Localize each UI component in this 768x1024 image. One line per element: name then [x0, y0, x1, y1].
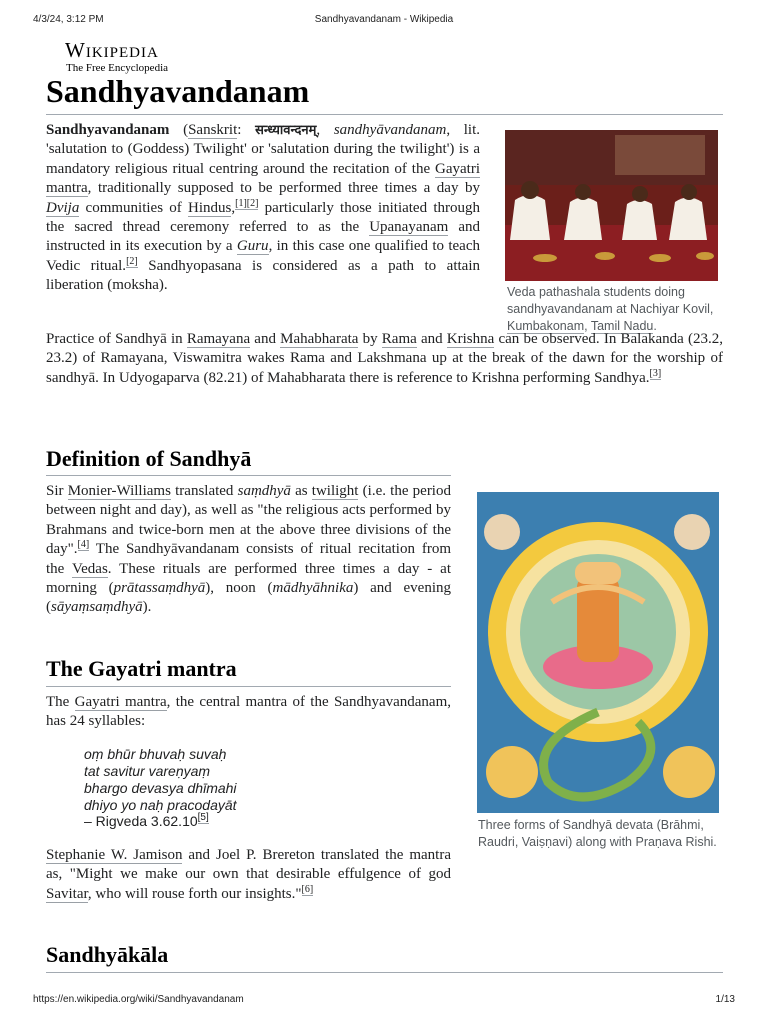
print-url: https://en.wikipedia.org/wiki/Sandhyavandanam: [33, 994, 244, 1005]
mantra-line: oṃ bhūr bhuvaḥ suvaḥ: [84, 746, 227, 762]
gayatri-text: The: [46, 694, 75, 710]
intro-text: and instructed in its execution by a: [46, 219, 480, 255]
definition-text: ) and evening (: [46, 580, 452, 616]
sandhya-devata-illustration: [477, 492, 719, 813]
term: mādhyāhnika: [272, 580, 354, 597]
print-page-number: 1/13: [715, 994, 735, 1005]
mahabharata-link[interactable]: Mahabharata: [280, 331, 359, 347]
page-title: Sandhyavandanam: [46, 73, 310, 109]
intro-text: particularly those initiated through the sacred thread ceremony referred to as the: [46, 199, 480, 236]
section-heading-gayatri: The Gayatri mantra: [46, 656, 237, 681]
term: saṃdhyā: [237, 483, 291, 499]
section-divider: [46, 972, 723, 973]
citation-ref[interactable]: [3]: [649, 367, 662, 379]
jamison-link[interactable]: Stephanie W. Jamison: [46, 847, 183, 863]
wikipedia-logo-wordmark[interactable]: Wikipedia: [65, 38, 159, 62]
citation-ref[interactable]: [5]: [197, 812, 209, 824]
gayatri-paragraph: [46, 693, 451, 732]
rama-link[interactable]: Rama: [381, 331, 417, 347]
students-photo[interactable]: [505, 130, 718, 281]
translation-paragraph: [46, 846, 451, 904]
definition-text: Sir: [46, 483, 68, 499]
sanskrit-link[interactable]: Sanskrit: [188, 122, 238, 138]
intro-text: Practice of Sandhyā in: [46, 331, 187, 347]
vedas-link[interactable]: Vedas: [71, 560, 108, 577]
article-term: Sandhyavandanam: [46, 122, 170, 138]
mantra-block: [84, 746, 237, 814]
term: prātassaṃdhyā: [113, 580, 206, 597]
gayatri-mantra-link[interactable]: Gayatri mantra: [74, 694, 167, 710]
intro-text: by: [358, 331, 382, 347]
attribution-text: – Rigveda 3.62.10: [84, 813, 198, 829]
intro-text: and: [250, 331, 281, 347]
intro-text: , lit. 'salutation to (Goddess) Twilight' or 'salutation during the twilight') is a mandatory religious ritual centring around the recitation of the: [46, 122, 481, 177]
caption-text: ,: [584, 319, 591, 333]
figure2-caption: Three forms of Sandhyā devata (Brāhmi, Raudri, Vaiṣṇavi) along with Praṇava Rishi.: [478, 818, 717, 849]
definition-text: The Sandhyāvandanam consists of ritual recitation from the: [46, 541, 451, 577]
intro-paragraph-2: [46, 330, 723, 388]
section-heading-definition: Definition of Sandhyā: [46, 446, 252, 471]
twilight-link[interactable]: twilight: [311, 483, 359, 499]
gayatri-text: , the central mantra of the Sandhyavandanam, has 24 syllables:: [46, 694, 451, 730]
students-photo-illustration: [505, 130, 718, 281]
tamil-nadu-link[interactable]: Tamil Nadu: [590, 319, 654, 333]
intro-text: , traditionally supposed to be performed three times a day by: [87, 180, 480, 197]
title-divider: [46, 114, 723, 115]
citation-ref[interactable]: [1]: [235, 197, 247, 209]
krishna-link[interactable]: Krishna: [446, 331, 495, 347]
mantra-line: tat savitur vareṇyaṃ: [84, 763, 211, 779]
citation-ref[interactable]: [6]: [301, 883, 314, 895]
term: sāyaṃsaṃdhyā: [51, 599, 143, 616]
definition-text: ), noon (: [205, 580, 273, 597]
gayatri-mantra-link[interactable]: Gayatri mantra: [46, 160, 480, 197]
devanagari-term: सन्ध्यावन्दनम्: [255, 123, 317, 138]
citation-ref[interactable]: [2]: [246, 197, 259, 209]
translation-text: , who will rouse forth our insights.": [87, 885, 302, 902]
monier-williams-link[interactable]: Monier-Williams: [67, 483, 171, 499]
citation-ref[interactable]: [2]: [126, 255, 138, 267]
intro-text: can be observed. In Balakanda (23.2, 23.2) of Ramayana, Viswamitra wakes Rama and Lakshmana up at the break of the dawn for the worship of sandhyā. In Udyogaparva (82.21) of Mahabharata there is reference to Krishna performing Sandhya.: [46, 331, 723, 386]
print-datetime: 4/3/24, 3:12 PM: [33, 14, 104, 25]
definition-text: . These rituals are performed three times a day - at morning (: [46, 560, 451, 597]
mantra-attribution: [84, 813, 209, 829]
wikipedia-logo-tagline: The Free Encyclopedia: [66, 62, 169, 74]
kumbakonam-link[interactable]: Kumbakonam: [507, 319, 585, 333]
caption-text: .: [653, 319, 657, 333]
definition-text: translated: [170, 483, 238, 499]
figure1-caption: [507, 284, 719, 335]
citation-ref[interactable]: [4]: [77, 539, 90, 551]
section-heading-sandhyakala: Sandhyākāla: [46, 942, 169, 967]
section-divider: [46, 475, 451, 476]
intro-text: , in this case one qualified to teach Vedic ritual.: [46, 238, 480, 274]
translation-text: and Joel P. Brereton translated the mantra as, "Might we make our own that desirable effulgence of god: [46, 847, 451, 883]
intro-text: communities of: [79, 199, 189, 216]
definition-text: ).: [142, 599, 152, 616]
definition-text: (i.e. the period between night and day), as well as "the religious acts performed by Brahmans and twice-born men at the above three divisions of the day".: [46, 483, 451, 558]
intro-text: and: [416, 331, 447, 347]
upanayanam-link[interactable]: Upanayanam: [369, 219, 449, 236]
sandhya-devata-painting[interactable]: [477, 492, 719, 813]
savitar-link[interactable]: Savitar: [46, 885, 88, 902]
ramayana-link[interactable]: Ramayana: [186, 331, 251, 347]
hindus-link[interactable]: Hindus: [188, 199, 232, 216]
caption-text: Veda pathashala students doing sandhyavandanam at Nachiyar Kovil,: [507, 285, 714, 316]
mantra-line: dhiyo yo naḥ pracodayāt: [84, 797, 237, 813]
print-doc-title: Sandhyavandanam - Wikipedia: [314, 14, 454, 25]
guru-link[interactable]: Guru: [236, 238, 269, 255]
definition-paragraph: [46, 482, 451, 618]
dvija-link[interactable]: Dvija: [46, 199, 80, 216]
definition-text: as: [290, 483, 312, 499]
mantra-line: bhargo devasya dhīmahi: [84, 780, 237, 796]
transliteration: sandhyāvandanam: [333, 122, 447, 138]
intro-paragraph-1: Sandhyavandanam (Sanskrit: सन्ध्यावन्दनम्, sandhyāvandanam, lit. 'salutation to (Goddess) Twilight' or 'salutation during the twilight') is a mandatory religious ritual centring around the recitation of the Gayatri mantra, traditionally supposed to be performed three times a day by Dvija communities of Hindus,[1][2] particularly those initiated through the sacred thread ceremony referred to as the Upanayanam and instructed in its execution by a Guru, in this case one qualified to teach Vedic ritual.[2] Sandhyopasana is considered as a path to attain liberation (moksha).: [46, 122, 481, 294]
intro-text: Sandhyopasana is considered as a path to attain liberation (moksha).: [46, 257, 480, 294]
section-divider: [46, 686, 451, 687]
